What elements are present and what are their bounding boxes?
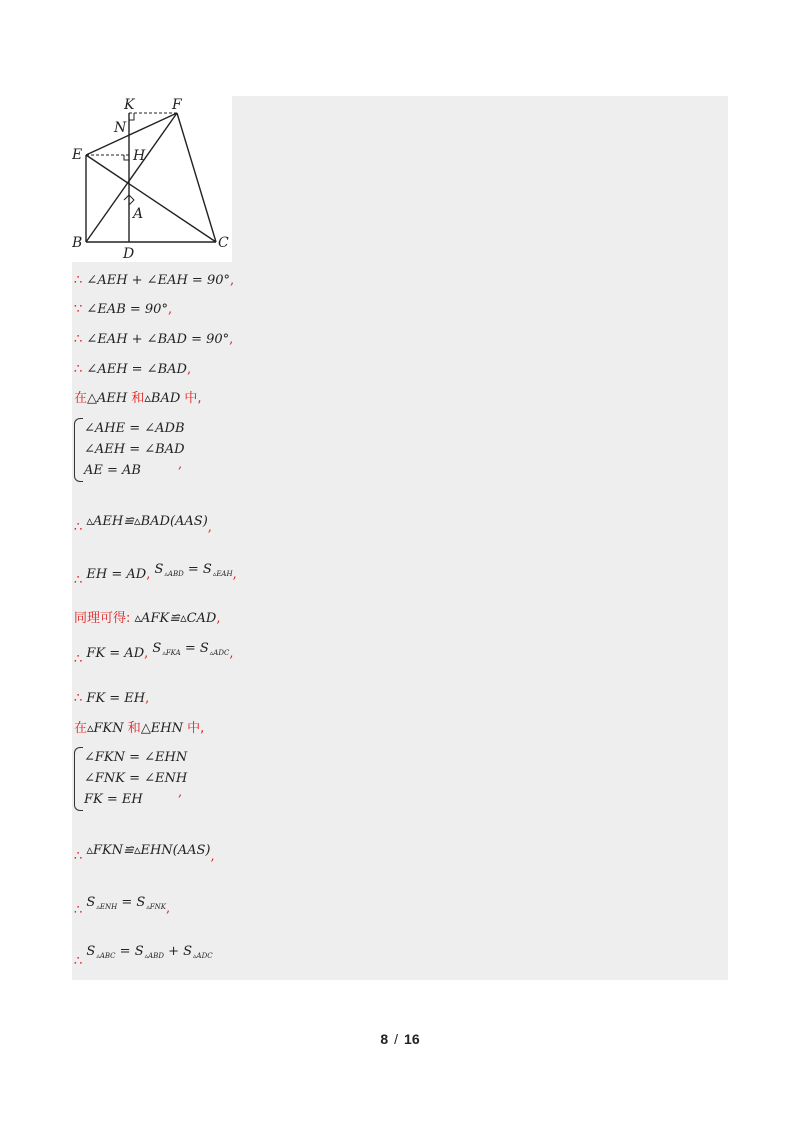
area-equation: $S_{▵ENH} = S_{▵FNK}$ xyxy=(86,895,166,911)
expression: ∠EAB = 90° xyxy=(86,302,168,317)
comma: , xyxy=(210,849,215,864)
current-page: 8 xyxy=(380,1031,389,1047)
condition-3: FK = EH xyxy=(84,792,143,807)
label-e: E xyxy=(72,147,83,163)
comma: , xyxy=(232,567,237,582)
segment-fc xyxy=(177,113,216,242)
expression: FK = EH xyxy=(86,691,146,706)
proof-line-6 xyxy=(74,513,212,537)
segment-ec xyxy=(86,155,216,242)
therefore-symbol: ∴ xyxy=(74,573,83,588)
label-b: B xyxy=(72,235,83,251)
therefore-symbol: ∴ xyxy=(74,652,83,667)
therefore-symbol: ∴ xyxy=(74,849,83,864)
condition-2: ∠AEH = ∠BAD xyxy=(84,442,185,457)
proof-line-1 xyxy=(74,272,234,290)
comma: , xyxy=(230,273,235,288)
comma: , xyxy=(216,611,221,626)
proof-line-11 xyxy=(74,720,204,738)
triangle-1: ▵FKN xyxy=(87,721,124,736)
condition-system-1 xyxy=(74,418,185,481)
proof-line-13 xyxy=(74,894,170,920)
expression: ∠AEH + ∠EAH = 90° xyxy=(86,273,230,288)
therefore-symbol: ∴ xyxy=(74,362,83,377)
area-equation: $S_{▵ABD} = S_{▵EAH}$ xyxy=(154,562,233,578)
expression: FK = AD xyxy=(86,646,145,661)
label-n: N xyxy=(114,120,127,136)
separator: , xyxy=(144,646,149,661)
segment-ef xyxy=(86,113,177,155)
therefore-symbol: ∴ xyxy=(74,691,83,706)
therefore-symbol: ∴ xyxy=(74,273,83,288)
suffix-text: 中, xyxy=(184,391,202,406)
suffix-text: 中, xyxy=(187,721,205,736)
comma: , xyxy=(178,785,183,800)
similarly-text: 同理可得: xyxy=(74,611,131,626)
proof-line-12 xyxy=(74,842,215,866)
condition-1: ∠AHE = ∠ADB xyxy=(84,421,185,436)
proof-line-8 xyxy=(74,610,221,628)
and-text: 和 xyxy=(131,391,145,406)
total-pages: 16 xyxy=(404,1031,420,1047)
condition-system-2 xyxy=(74,747,187,810)
expression: ▵AFK≌▵CAD xyxy=(134,611,217,626)
and-text: 和 xyxy=(127,721,141,736)
label-a: A xyxy=(133,206,144,222)
therefore-symbol: ∴ xyxy=(74,332,83,347)
condition-1: ∠FKN = ∠EHN xyxy=(84,750,188,765)
prefix-text: 在 xyxy=(74,721,88,736)
label-k: K xyxy=(124,97,135,113)
proof-line-10 xyxy=(74,690,149,708)
expression: ∠AEH = ∠BAD xyxy=(86,362,187,377)
proof-line-3 xyxy=(74,331,233,349)
condition-3: AE = AB xyxy=(84,463,141,478)
geometry-figure xyxy=(72,96,232,262)
expression: ▵FKN≌▵EHN(AAS) xyxy=(86,843,211,858)
triangle-2: ▵BAD xyxy=(144,391,181,406)
proof-line-5 xyxy=(74,390,202,408)
area-equation: $S_{▵FKA} = S_{▵ADC}$ xyxy=(152,641,230,657)
therefore-symbol: ∴ xyxy=(74,903,83,918)
left-brace xyxy=(74,418,83,482)
separator: , xyxy=(146,567,151,582)
triangle-2: △EHN xyxy=(140,721,184,736)
left-brace xyxy=(74,747,83,811)
label-c: C xyxy=(218,235,229,251)
page-separator: / xyxy=(394,1031,399,1047)
prefix-text: 在 xyxy=(74,391,88,406)
expression: EH = AD xyxy=(86,567,147,582)
proof-line-7 xyxy=(74,562,237,590)
proof-line-2 xyxy=(74,301,172,319)
therefore-symbol: ∴ xyxy=(74,520,83,535)
expression: ▵AEH≌▵BAD(AAS) xyxy=(86,514,208,529)
therefore-symbol: ∴ xyxy=(74,954,83,969)
comma: , xyxy=(178,457,183,472)
comma: , xyxy=(229,646,234,661)
system-2-comma xyxy=(178,784,182,802)
proof-line-14 xyxy=(74,943,213,971)
triangle-1: △AEH xyxy=(87,391,128,406)
geometry-diagram xyxy=(72,96,232,262)
comma: , xyxy=(229,332,234,347)
condition-2: ∠FNK = ∠ENH xyxy=(84,771,188,786)
comma: , xyxy=(145,691,150,706)
label-d: D xyxy=(123,246,135,262)
right-angle-mark-h xyxy=(124,155,129,160)
segment-bf xyxy=(86,113,177,242)
comma: , xyxy=(167,302,173,317)
because-symbol: ∵ xyxy=(74,302,83,317)
proof-line-9 xyxy=(74,641,234,669)
label-h: H xyxy=(133,148,146,164)
right-angle-mark-k xyxy=(129,113,134,120)
expression: ∠EAH + ∠BAD = 90° xyxy=(86,332,230,347)
area-sum-equation: $S_{▵ABC} = S_{▵ABD} + S_{▵ADC}$ xyxy=(86,944,213,960)
label-f: F xyxy=(172,97,182,113)
comma: , xyxy=(207,520,212,535)
system-1-comma xyxy=(178,456,182,474)
comma: , xyxy=(186,362,192,377)
proof-line-4 xyxy=(74,361,191,379)
page-number xyxy=(0,1031,800,1047)
comma: , xyxy=(166,901,171,916)
